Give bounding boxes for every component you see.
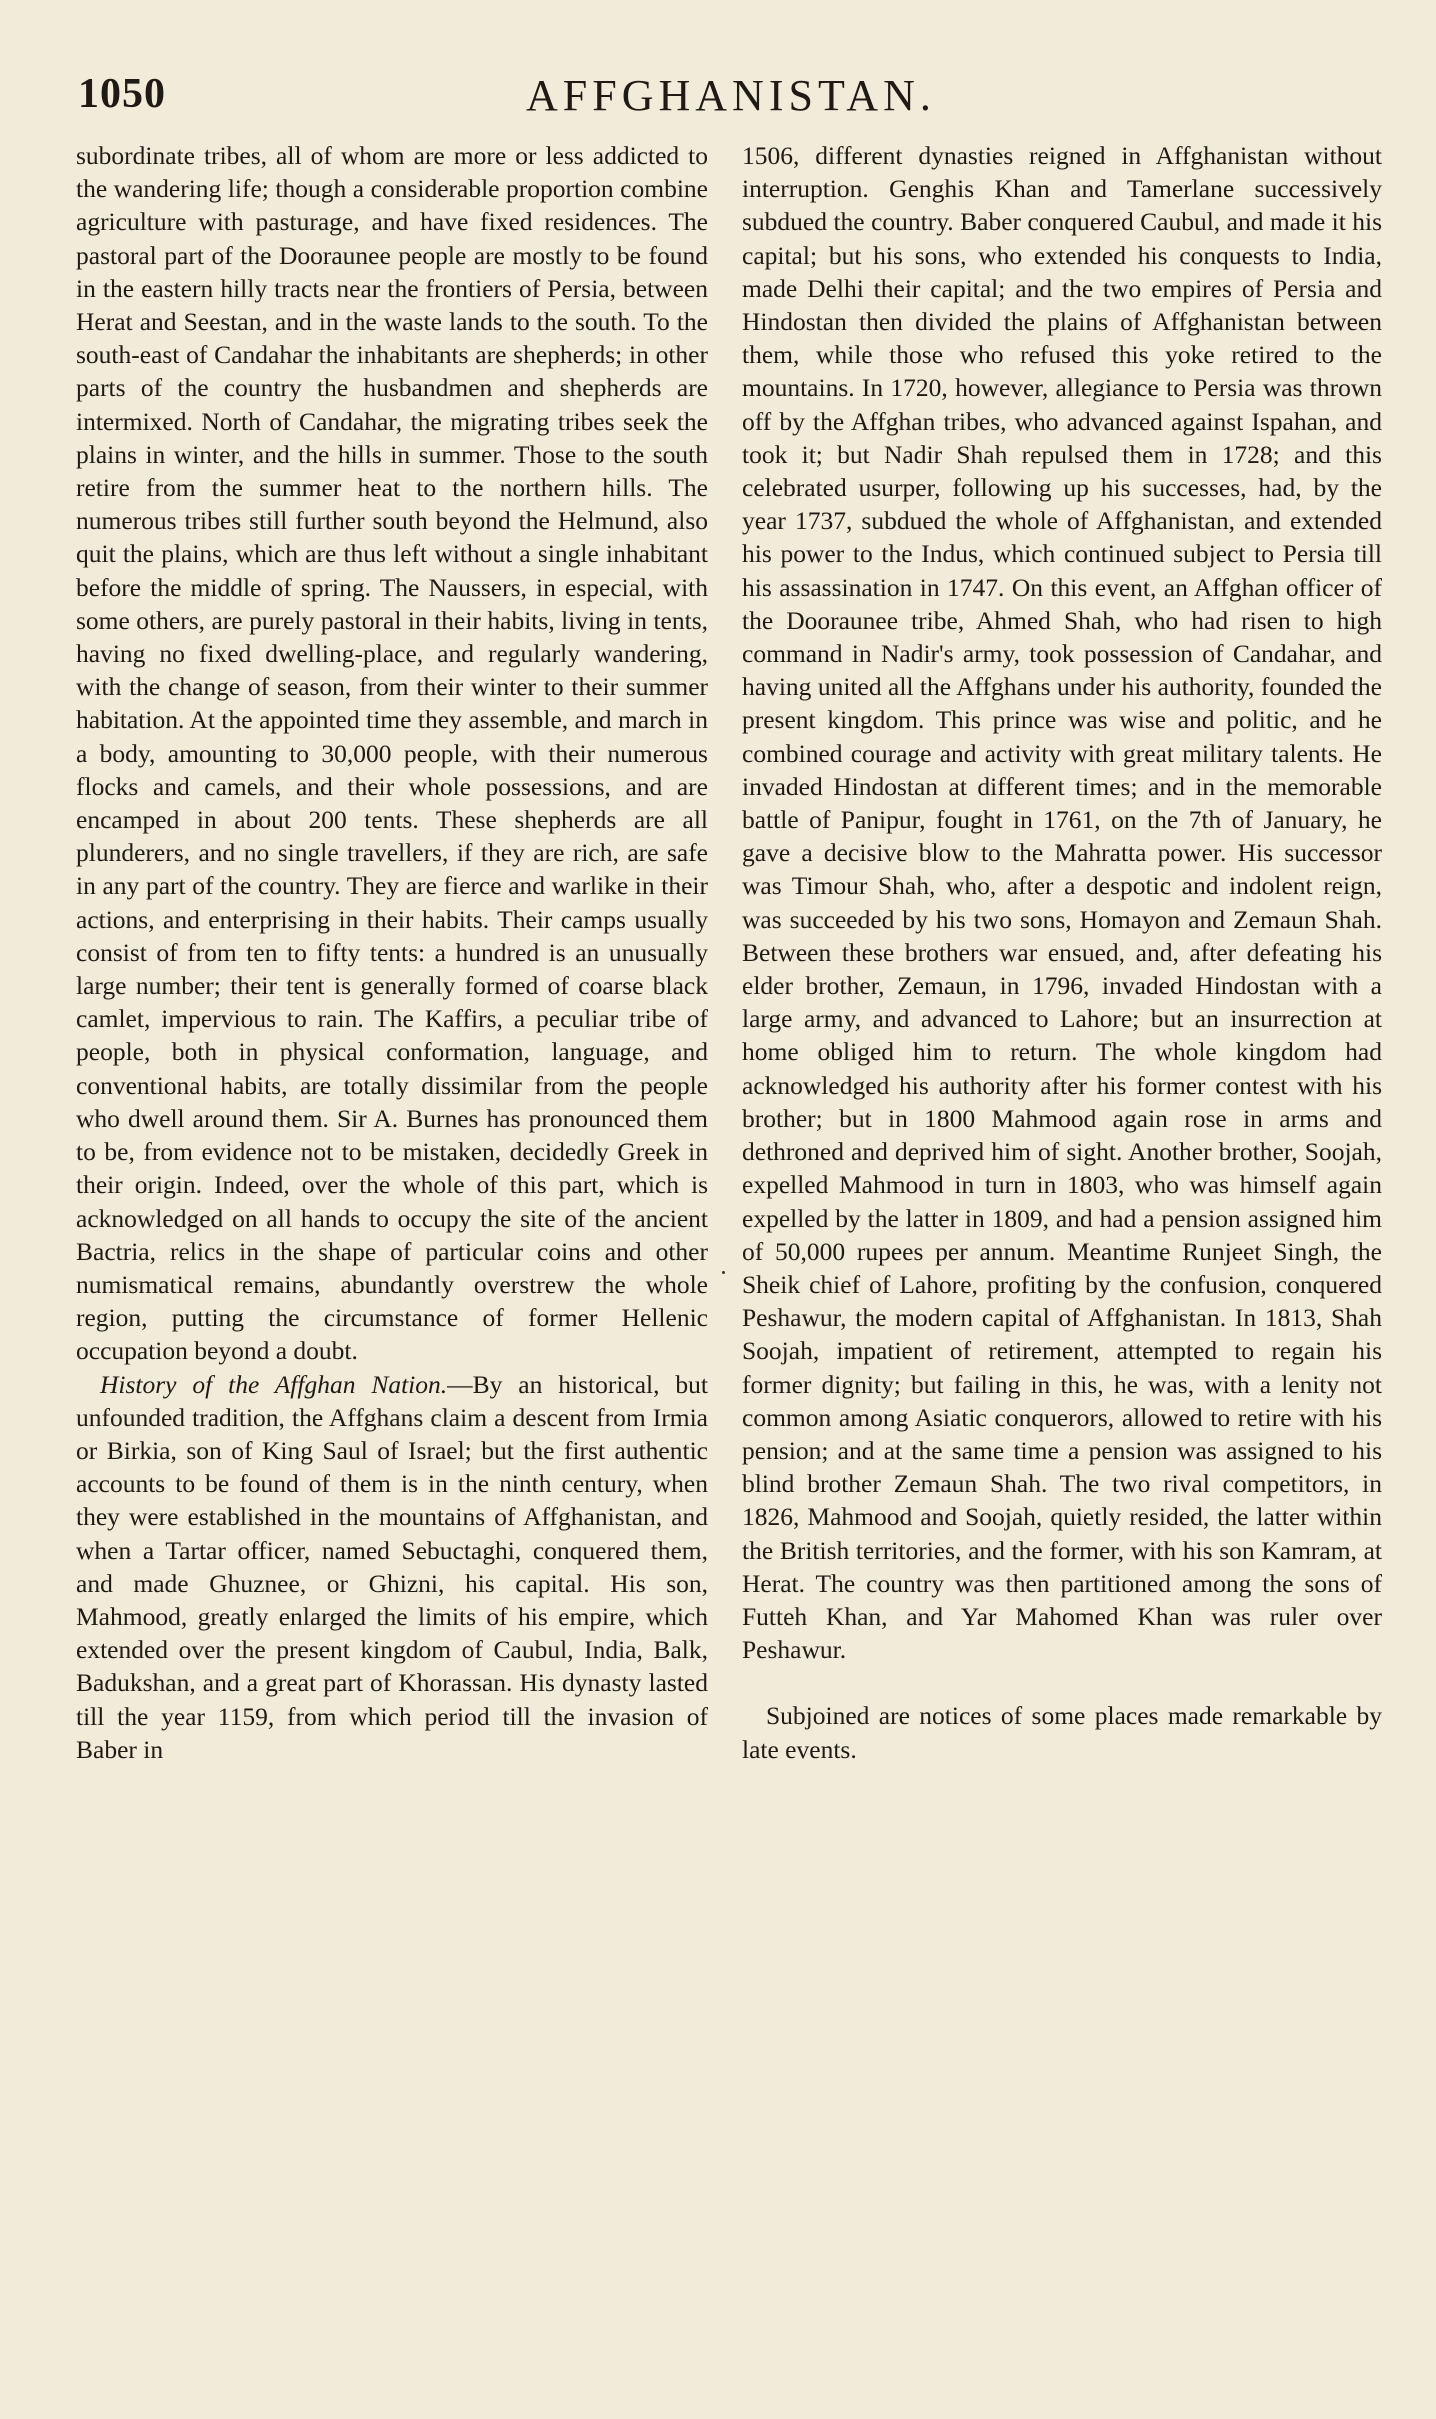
section-heading-history: History of the Affghan Nation. [100,1369,448,1399]
right-paragraph-dynasties: 1506, different dynasties reigned in Affghanistan without interruption. Genghis Khan and Tamerlane successively subdued the country. Baber conquered Caubul, and made it his capital; but his sons, who extended his conquests to India, made Delhi their capital; and the two empires of Persia and Hindostan then divided the plains of Affghanistan between them, while those who refused this yoke retired to the mountains. In 1720, however, allegiance to Persia was thrown off by the Affghan tribes, who advanced against Ispahan, and took it; but Nadir Shah repulsed them in 1728; and this celebrated usurper, following up his successes, had, by the year 1737, subdued the whole of Affghanistan, and extended his power to the Indus, which continued subject to Persia till his assassination in 1747. On this event, an Affghan officer of the Dooraunee tribe, Ahmed Shah, who had risen to high command in Nadir's army, took possession of Candahar, and having united all the Affghans under his authority, founded the present kingdom. This prince was wise and politic, and he combined courage and activity with great military talents. He invaded Hindostan at different times; and in the memorable battle of Panipur, fought in 1761, on the 7th of January, he gave a decisive blow to the Mahratta power. His successor was Timour Shah, who, after a despotic and indolent reign, was succeeded by his two sons, Homayon and Zemaun Shah. Between these brothers war ensued, and, after defeating his elder brother, Zemaun, in 1796, invaded Hindostan with a large army, and advanced to Lahore; but an insurrection at home obliged him to return. The whole kingdom had acknowledged his authority after his former contest with his brother; but in 1800 Mahmood again rose in arms and dethroned and deprived him of sight. Another brother, Soojah, expelled Mahmood in turn in 1803, who was himself again expelled by the latter in 1809, and had a pension assigned him of 50,000 rupees per annum. Meantime Runjeet Singh, the Sheik chief of Lahore, profiting by the confusion, conquered Peshawur, the modern capital of Affghanistan. In 1813, Shah Soojah, impatient of retirement, attempted to regain his former dignity; but failing in this, he was, with a lenity not common among Asiatic conquerors, allowed to retire with his pension; and at the same time a pension was assigned to his blind brother Zemaun Shah. The two rival competitors, in 1826, Mahmood and Soojah, quietly resided, the latter within the British territories, and the former, with his son Kamram, at Herat. The country was then partitioned among the sons of Futteh Khan, and Yar Mahomed Khan was ruler over Peshawur. [742,141,1382,1665]
running-title: AFFGHANISTAN. [526,71,936,120]
left-paragraph-history [76,1368,708,1766]
right-paragraph-notices: Subjoined are notices of some places made remarkable by late events. [742,1701,1382,1764]
right-column [742,139,1382,1766]
left-paragraph-pastoral-tribes: subordinate tribes, all of whom are more or less addicted to the wandering life; though a considerable proportion combine agriculture with pasturage, and have fixed residences. The pastoral part of the Dooraunee people are mostly to be found in the eastern hilly tracts near the frontiers of Persia, between Herat and Seestan, and in the waste lands to the south. To the south-east of Candahar the inhabitants are shepherds; in other parts of the country the husbandmen and shepherds are intermixed. North of Candahar, the migrating tribes seek the plains in winter, and the hills in summer. Those to the south retire from the summer heat to the northern hills. The numerous tribes still further south beyond the Helmund, also quit the plains, which are thus left without a single inhabitant before the middle of spring. The Naussers, in especial, with some others, are purely pastoral in their habits, living in tents, having no fixed dwelling-place, and regularly wandering, with the change of season, from their winter to their summer habitation. At the appointed time they assemble, and march in a body, amounting to 30,000 people, with their numerous flocks and camels, and their whole possessions, and are encamped in about 200 tents. These shepherds are all plunderers, and no single travellers, if they are rich, are safe in any part of the country. They are fierce and warlike in their actions, and enterprising in their habits. Their camps usually consist of from ten to fifty tents: a hundred is an unusually large number; their tent is generally formed of coarse black camlet, impervious to rain. The Kaffirs, a peculiar tribe of people, both in physical conformation, language, and conventional habits, are totally dissimilar from the people who dwell around them. Sir A. Burnes has pronounced them to be, from evidence not to be mistaken, decidedly Greek in their origin. Indeed, over the whole of this part, which is acknowledged on all hands to occupy the site of the ancient Bactria, relics in the shape of particular coins and other numismatical remains, abundantly overstrew the whole region, putting the circumstance of former Hellenic occupation beyond a doubt. [76,141,708,1366]
page-header [78,70,1378,130]
column-divider-mark [722,1271,725,1274]
history-text: —By an historical, but unfounded tradition, the Affghans claim a descent from Irmia or Birkia, son of King Saul of Israel; but the first authentic accounts to be found of them is in the ninth century, when they were established in the mountains of Affghanistan, and when a Tartar officer, named Sebuctaghi, conquered them, and made Ghuznee, or Ghizni, his capital. His son, Mahmood, greatly enlarged the limits of his empire, which extended over the present kingdom of Caubul, India, Balk, Badukshan, and a great part of Khorassan. His dynasty lasted till the year 1159, from which period till the invasion of Baber in [76,1369,708,1764]
paragraph-gap [742,1666,1382,1699]
page-number: 1050 [78,71,166,117]
left-column [76,139,708,1766]
